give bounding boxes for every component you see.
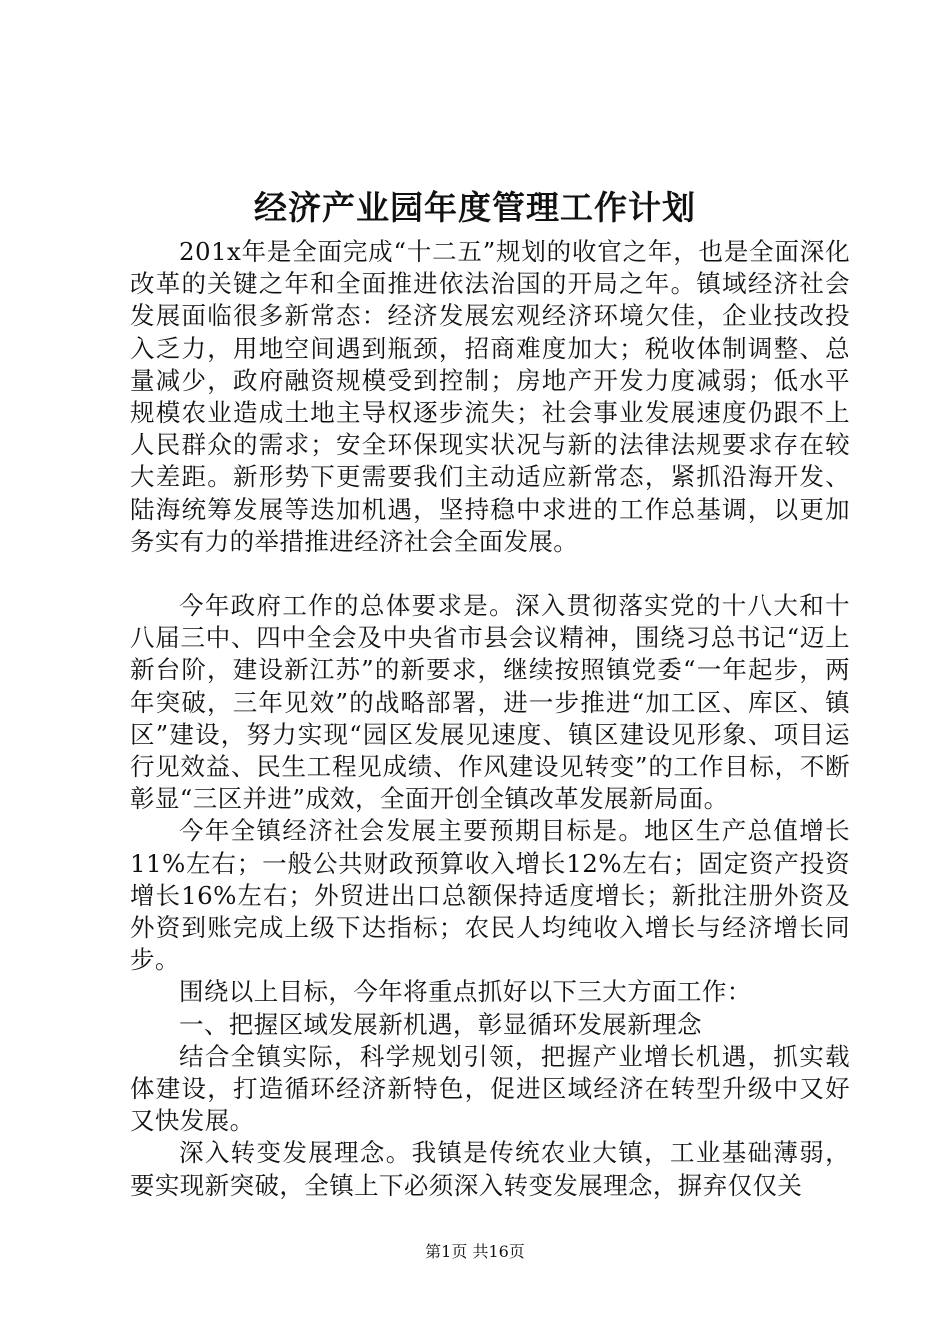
paragraph-transform-concept: 深入转变发展理念。我镇是传统农业大镇，工业基础薄弱，要实现新突破，全镇上下必须深入转变发展理念，摒弃仅仅关	[130, 1138, 850, 1200]
document-title: 经济产业园年度管理工作计划	[254, 188, 696, 227]
document-body	[130, 236, 850, 1202]
paragraph-section-1-summary: 结合全镇实际，科学规划引领，把握产业增长机遇，抓实载体建设，打造循环经济新特色，促进区域经济在转型升级中又好又快发展。	[130, 1041, 850, 1136]
paragraph-overall-requirements: 今年政府工作的总体要求是。深入贯彻落实党的十八大和十八届三中、四中全会及中央省市县会议精神，围绕习总书记“迈上新台阶，建设新江苏”的新要求，继续按照镇党委“一年起步，两年突破，三年见效”的战略部署，进一步推进“加工区、库区、镇区”建设，努力实现“园区发展见速度、镇区建设见形象、项目运行见效益、民生工程见成绩、作风建设见转变”的工作目标，不断彰显“三区并进”成效，全面开创全镇改革发展新局面。	[130, 591, 850, 814]
paragraph-intro: 201x年是全面完成“十二五”规划的收官之年，也是全面深化改革的关键之年和全面推进依法治国的开局之年。镇域经济社会发展面临很多新常态：经济发展宏观经济环境欠佳，企业技改投入乏力，用地空间遇到瓶颈，招商难度加大；税收体制调整、总量减少，政府融资规模受到控制；房地产开发力度减弱；低水平规模农业造成土地主导权逐步流失；社会事业发展速度仍跟不上人民群众的需求；安全环保现实状况与新的法律法规要求存在较大差距。新形势下更需要我们主动适应新常态，紧抓沿海开发、陆海统筹发展等迭加机遇，坚持稳中求进的工作总基调，以更加务实有力的举措推进经济社会全面发展。	[130, 237, 850, 556]
paragraph-work-lead: 围绕以上目标，今年将重点抓好以下三大方面工作：	[179, 977, 752, 1007]
section-heading-1: 一、把握区域发展新机遇，彰显循环发展新理念	[179, 1009, 702, 1039]
paragraph-targets: 今年全镇经济社会发展主要预期目标是。地区生产总值增长11%左右；一般公共财政预算收入增长12%左右；固定资产投资增长16%左右；外贸进出口总额保持适度增长；新批注册外资及外资到账完成上级下达指标；农民人均纯收入增长与经济增长同步。	[130, 816, 850, 975]
page-footer: 第1页 共16页	[425, 1242, 525, 1261]
